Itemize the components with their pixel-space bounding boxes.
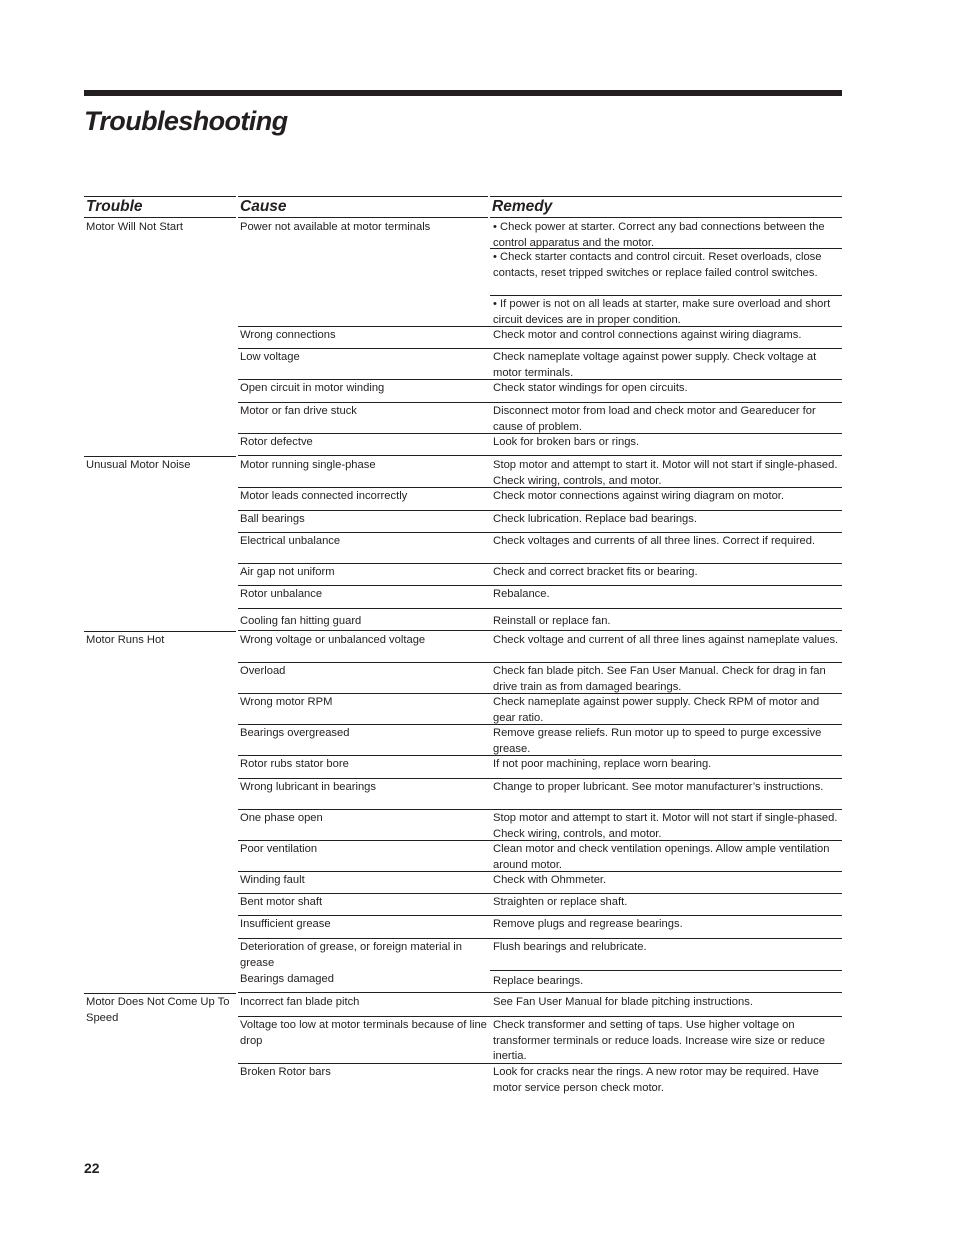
remedy-cell: Reinstall or replace fan.: [490, 609, 842, 631]
table-row: [84, 564, 842, 586]
trouble-cell: [86, 564, 234, 586]
cause-cell: Bearings damaged: [238, 971, 490, 993]
cause-cell: Overload: [238, 663, 490, 694]
header-remedy: Remedy: [490, 196, 842, 218]
top-rule: [84, 90, 842, 96]
table-row: [84, 872, 842, 894]
cause-cell: Deterioration of grease, or foreign material in grease: [240, 941, 462, 969]
table-row: [84, 403, 842, 434]
cause-cell: Winding fault: [238, 872, 490, 894]
remedy-cell: Check motor and control connections against wiring diagrams.: [490, 327, 842, 349]
cause-cell: Rotor rubs stator bore: [238, 756, 490, 779]
trouble-cell: [86, 939, 234, 971]
cause-cell: Bent motor shaft: [238, 894, 490, 916]
table-row: [84, 296, 842, 327]
remedy-cell: Check nameplate against power supply. Check RPM of motor and gear ratio.: [490, 694, 842, 725]
table-row: [84, 694, 842, 725]
cause-cell: [240, 249, 486, 296]
table-row: [84, 916, 842, 939]
trouble-cell: Unusual Motor Noise: [86, 459, 191, 471]
table-row: [84, 533, 842, 564]
header-cause: Cause: [238, 196, 488, 218]
table-header: [84, 196, 842, 219]
table-row: [84, 1017, 842, 1064]
remedy-cell: Check motor connections against wiring diagram on motor.: [490, 488, 842, 511]
page-title: Troubleshooting: [84, 106, 288, 136]
cause-cell: Open circuit in motor winding: [238, 380, 490, 403]
trouble-cell: [86, 894, 234, 916]
remedy-cell: Remove plugs and regrease bearings.: [490, 916, 842, 939]
table-row: [84, 841, 842, 872]
trouble-cell: [86, 810, 234, 841]
table-row: [84, 725, 842, 756]
table-row: [84, 894, 842, 916]
table-row: [84, 586, 842, 609]
trouble-cell: [86, 586, 234, 609]
trouble-cell: [86, 971, 234, 993]
cause-cell: Ball bearings: [238, 511, 490, 533]
remedy-cell: Replace bearings.: [490, 971, 842, 993]
remedy-cell: If not poor machining, replace worn bearing.: [490, 756, 842, 779]
table-row: [84, 971, 842, 993]
cause-cell: Rotor unbalance: [238, 586, 490, 609]
cause-cell: Bearings overgreased: [238, 725, 490, 756]
remedy-cell: Remove grease reliefs. Run motor up to speed to purge excessive grease.: [490, 725, 842, 756]
trouble-cell: [86, 872, 234, 894]
remedy-cell: See Fan User Manual for blade pitching instructions.: [490, 994, 842, 1017]
cause-cell: Wrong connections: [238, 327, 490, 349]
cause-cell: Broken Rotor bars: [240, 1066, 331, 1078]
trouble-cell: [86, 725, 234, 756]
table-row: [84, 219, 842, 249]
table-row: [84, 349, 842, 380]
trouble-cell: Motor Runs Hot: [86, 634, 165, 646]
table-row: [84, 756, 842, 779]
table-row: [84, 327, 842, 349]
remedy-cell: Stop motor and attempt to start it. Motor will not start if single-phased. Check wiring, controls, and motor.: [490, 457, 842, 488]
trouble-cell: [86, 756, 234, 779]
trouble-cell: [86, 779, 234, 810]
table-row: [84, 1064, 842, 1098]
header-trouble: Trouble: [84, 196, 236, 218]
table-row: [84, 609, 842, 631]
remedy-cell: Flush bearings and relubricate.: [490, 939, 842, 971]
trouble-cell: [86, 1017, 234, 1064]
table-row: [84, 632, 842, 663]
remedy-cell: Check fan blade pitch. See Fan User Manual. Check for drag in fan drive train as from damaged bearings.: [490, 663, 842, 694]
remedy-cell: Check with Ohmmeter.: [490, 872, 842, 894]
cause-cell: Rotor defectve: [238, 434, 490, 456]
remedy-cell: • Check power at starter. Correct any bad connections between the control apparatus and the motor.: [490, 219, 842, 249]
remedy-cell: Stop motor and attempt to start it. Motor will not start if single-phased. Check wiring, controls, and motor.: [490, 810, 842, 841]
trouble-cell: [86, 1064, 234, 1098]
table-row: [84, 779, 842, 810]
table-row: [84, 511, 842, 533]
cause-cell: Wrong lubricant in bearings: [238, 779, 490, 810]
trouble-cell: [86, 327, 234, 349]
table-row: [84, 434, 842, 456]
remedy-cell: Clean motor and check ventilation openings. Allow ample ventilation around motor.: [490, 841, 842, 872]
table-row: [84, 810, 842, 841]
trouble-cell: [86, 663, 234, 694]
table-row: [84, 939, 842, 971]
remedy-cell: Check voltages and currents of all three lines. Correct if required.: [490, 533, 842, 564]
trouble-cell: [86, 841, 234, 872]
cause-cell: Cooling fan hitting guard: [238, 609, 490, 631]
cause-cell: Insufficient grease: [238, 916, 490, 939]
remedy-cell: Check stator windings for open circuits.: [490, 380, 842, 403]
remedy-cell: Disconnect motor from load and check motor and Geareducer for cause of problem.: [490, 403, 842, 434]
cause-cell: Motor leads connected incorrectly: [238, 488, 490, 511]
remedy-cell: Straighten or replace shaft.: [490, 894, 842, 916]
remedy-cell: Rebalance.: [490, 586, 842, 609]
remedy-cell: Change to proper lubricant. See motor manufacturer’s instructions.: [490, 779, 842, 810]
trouble-cell: [86, 609, 234, 631]
table-row: [84, 488, 842, 511]
cause-cell: Wrong motor RPM: [238, 694, 490, 725]
remedy-cell: • If power is not on all leads at starter, make sure overload and short circuit devices are in proper condition.: [490, 296, 842, 327]
table-row: [84, 249, 842, 296]
table-row: [84, 380, 842, 403]
page-number: 22: [84, 1160, 100, 1176]
cause-cell: Motor or fan drive stuck: [238, 403, 490, 434]
remedy-cell: Check and correct bracket fits or bearing.: [490, 564, 842, 586]
remedy-cell: Check lubrication. Replace bad bearings.: [490, 511, 842, 533]
remedy-cell: • Check starter contacts and control circuit. Reset overloads, close contacts, reset tripped switches or replace failed control switches.: [490, 249, 842, 296]
cause-cell: Voltage too low at motor terminals because of line drop: [238, 1017, 490, 1064]
cause-cell: Electrical unbalance: [238, 533, 490, 564]
cause-cell: Air gap not uniform: [238, 564, 490, 586]
trouble-cell: [86, 434, 234, 456]
remedy-cell: Look for cracks near the rings. A new rotor may be required. Have motor service person check motor.: [493, 1066, 819, 1094]
trouble-cell: [86, 511, 234, 533]
cause-cell: [240, 296, 486, 327]
cause-cell: Incorrect fan blade pitch: [238, 994, 490, 1017]
remedy-cell: Look for broken bars or rings.: [490, 434, 842, 456]
remedy-cell: Check transformer and setting of taps. Use higher voltage on transformer terminals or reduce loads. Increase wire size or reduce inertia.: [490, 1017, 842, 1064]
remedy-cell: Check nameplate voltage against power supply. Check voltage at motor terminals.: [490, 349, 842, 380]
trouble-cell: Motor Will Not Start: [86, 221, 183, 233]
trouble-cell: [86, 403, 234, 434]
trouble-cell: Motor Does Not Come Up To Speed: [86, 996, 230, 1024]
trouble-cell: [86, 380, 234, 403]
trouble-cell: [86, 916, 234, 939]
trouble-cell: [86, 533, 234, 564]
cause-cell: Wrong voltage or unbalanced voltage: [238, 632, 490, 663]
trouble-cell: [86, 349, 234, 380]
table-row: [84, 994, 842, 1024]
table-row: [84, 663, 842, 694]
trouble-cell: [86, 488, 234, 511]
remedy-cell: Check voltage and current of all three lines against nameplate values.: [490, 632, 842, 663]
trouble-cell: [86, 249, 234, 296]
cause-cell: Power not available at motor terminals: [240, 221, 431, 233]
cause-cell: Low voltage: [238, 349, 490, 380]
table-row: [84, 457, 842, 488]
cause-cell: Motor running single-phase: [238, 457, 490, 488]
trouble-cell: [86, 694, 234, 725]
cause-cell: One phase open: [238, 810, 490, 841]
trouble-cell: [86, 296, 234, 327]
cause-cell: Poor ventilation: [238, 841, 490, 872]
